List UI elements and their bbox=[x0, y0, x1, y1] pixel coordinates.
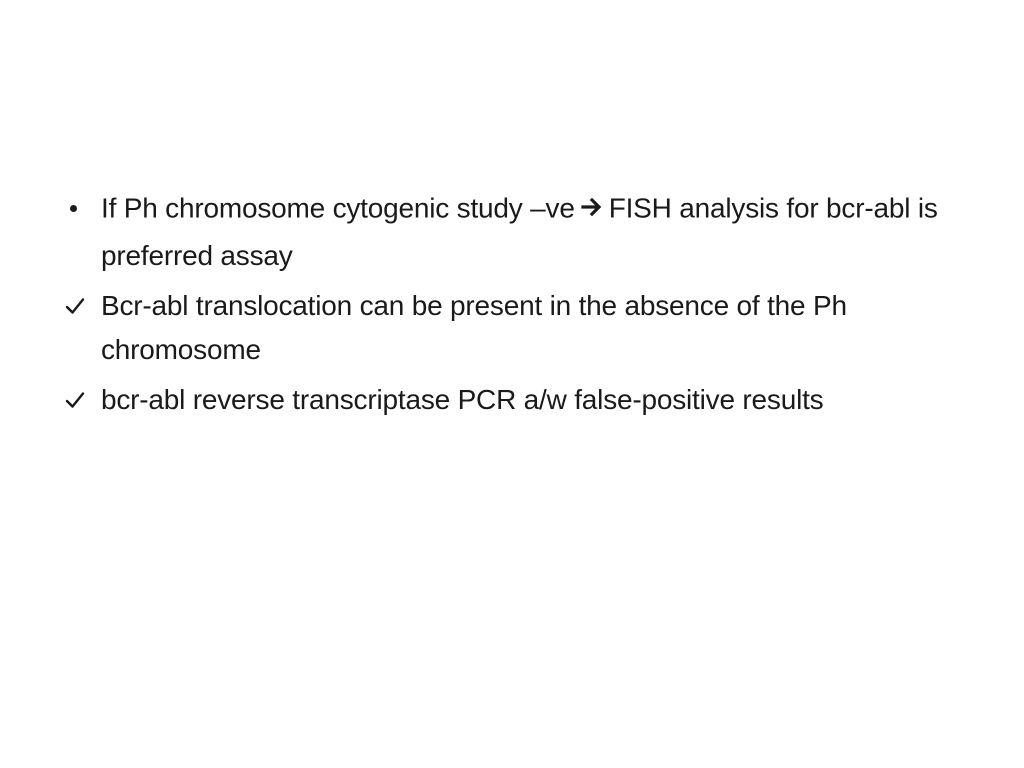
list-item bbox=[60, 284, 970, 372]
item-text-part1: If Ph chromosome cytogenic study –ve bbox=[101, 192, 575, 224]
right-arrow-icon bbox=[581, 186, 603, 230]
list-item bbox=[60, 186, 970, 278]
list-item bbox=[60, 378, 970, 422]
item-text-part2: FISH analysis for bcr-abl is preferred assay bbox=[101, 192, 938, 271]
checkmark-icon bbox=[60, 284, 90, 328]
item-text: Bcr-abl translocation can be present in the absence of the Ph chromosome bbox=[101, 290, 847, 365]
bullet-list bbox=[60, 186, 970, 428]
item-text: bcr-abl reverse transcriptase PCR a/w false-positive results bbox=[101, 384, 824, 415]
bullet-icon bbox=[60, 186, 90, 230]
checkmark-icon bbox=[60, 378, 90, 422]
